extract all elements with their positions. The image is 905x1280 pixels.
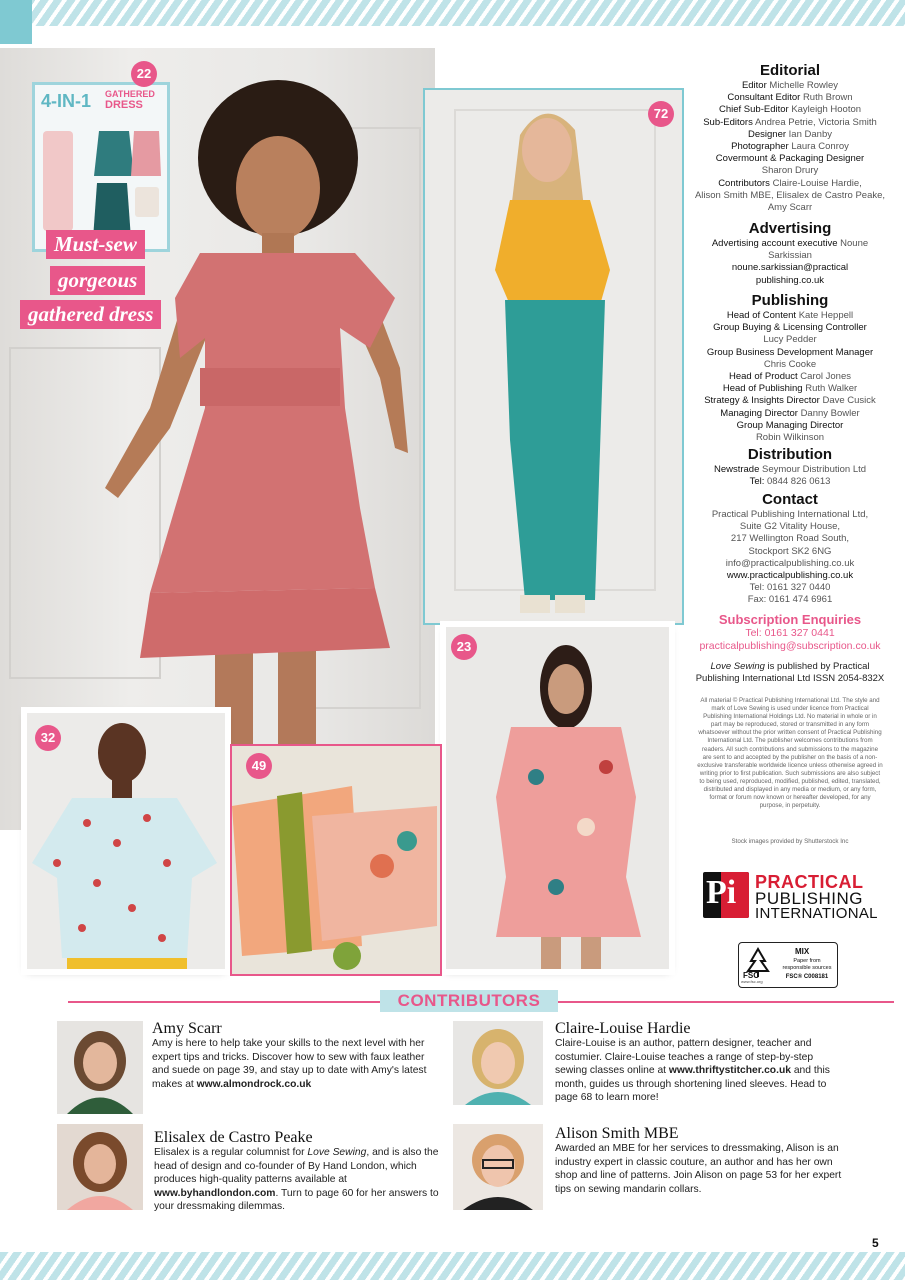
credit-role: Newstrade: [713, 464, 760, 475]
credit-row: [690, 178, 890, 190]
credit-row: [690, 153, 890, 165]
advertising-heading: Advertising: [748, 220, 832, 237]
fsc-label: FSC: [743, 971, 759, 980]
subscription-email[interactable]: practicalpublishing@subscription.co.uk: [699, 640, 881, 652]
bio-text: Amy is here to help take your skills to the next level with her expert tips and tricks. Discover how to sew with faux leather and suede on page 39, and stay up to date with Amy's latest makes at: [152, 1038, 427, 1090]
credit-row: [690, 395, 890, 407]
elisalex-website-link[interactable]: www.byhandlondon.com: [154, 1187, 276, 1199]
credit-row: [690, 92, 890, 104]
bio-text: , and is also the head of design and co-founder of By Hand London, which produces high-quality patterns available at: [154, 1147, 439, 1185]
stock-credit: Stock images provided by Shutterstock Inc: [731, 838, 849, 845]
headshot-amy-scarr: [57, 1021, 143, 1114]
contributor-name-alison-smith: Alison Smith MBE: [555, 1125, 679, 1142]
contributor-bio-elisalex: [154, 1146, 442, 1214]
fsc-mix: MIX: [795, 947, 810, 956]
credit-row: [690, 371, 890, 383]
subscription-tel: Tel: 0161 327 0441: [745, 627, 835, 639]
polka-top-model-illustration: [27, 713, 225, 969]
bio-text-pre: Elisalex is a regular columnist for: [154, 1147, 308, 1158]
photo-cushions: [230, 744, 442, 976]
photo-yellow-top-model: [423, 88, 684, 625]
credit-role: Designer: [748, 128, 787, 140]
contact-line: Practical Publishing International Ltd,: [711, 509, 869, 520]
fsc-logo: [738, 942, 838, 988]
credit-role: Covermount & Packaging Designer: [715, 153, 865, 165]
page-badge-22: 22: [131, 61, 157, 87]
distribution-section: [690, 446, 890, 488]
credit-role: Chief Sub-Editor: [718, 104, 789, 116]
contact-line: 217 Wellington Road South,: [730, 533, 850, 545]
contributor-name-amy-scarr: Amy Scarr: [152, 1020, 222, 1037]
credit-role: Group Business Development Manager: [706, 346, 874, 358]
published-note-text: is published by Practical Publishing International Ltd ISSN 2054-832X: [695, 661, 885, 685]
credit-name: Carol Jones: [800, 371, 851, 383]
credit-name: Claire-Louise Hardie,: [772, 177, 862, 189]
fsc-code: FSC® C008181: [785, 974, 829, 980]
credit-role: Head of Product: [729, 371, 798, 383]
contact-line[interactable]: www.practicalpublishing.co.uk: [726, 570, 854, 582]
contributors-rule-right: [558, 1001, 894, 1003]
contributor-bio-claire-louise-hardie: [555, 1037, 845, 1105]
advertising-section: [690, 220, 890, 287]
credit-role: Managing Director: [720, 407, 798, 419]
yellow-top-model-illustration: [425, 90, 682, 623]
credit-role: Strategy & Insights Director: [704, 395, 820, 407]
bottom-stripe-decoration: [0, 1252, 905, 1280]
bio-text: Claire-Louise is an author, pattern designer, teacher and costumier. Claire-Louise teaches a range of step-by-step sewing classes online at: [555, 1038, 814, 1076]
cover-title-line2: GATHERED: [105, 89, 155, 99]
credit-row: [690, 129, 890, 141]
bio-text-after: . Turn to page 60 for her answers to your dressmaking dilemmas.: [154, 1187, 439, 1212]
credit-name: 0844 826 0613: [767, 476, 831, 488]
credit-role: Tel:: [749, 476, 765, 488]
headshot-claire-louise-hardie: [453, 1021, 543, 1105]
credit-name: Laura Conroy: [791, 141, 849, 153]
contributor-bio-alison-smith: [555, 1142, 845, 1196]
credit-row: [690, 117, 890, 129]
credit-row: [690, 383, 890, 395]
page-badge-32: 32: [35, 725, 61, 751]
logo-line3: INTERNATIONAL: [755, 905, 878, 922]
distribution-credits: [690, 464, 890, 488]
credit-row: [690, 262, 890, 274]
credit-row: [690, 80, 890, 92]
credit-name: Dave Cusick: [822, 395, 876, 407]
pi-mark-text: Pi: [706, 874, 737, 911]
credit-role: Head of Content: [726, 310, 797, 321]
contact-line: Stockport SK2 6NG: [748, 545, 832, 557]
credit-name: Michelle Rowley: [769, 80, 839, 91]
credit-row: [690, 104, 890, 116]
cover-title-line3: DRESS: [105, 99, 143, 111]
credit-name: Alison Smith MBE, Elisalex de Castro Peake,: [694, 189, 886, 201]
credit-name: Ruth Brown: [802, 92, 853, 104]
contact-line: Fax: 0161 474 6961: [747, 594, 833, 606]
editorial-heading: Editorial: [759, 62, 820, 79]
claire-website-link[interactable]: www.thriftystitcher.co.uk: [668, 1065, 791, 1076]
credit-row: [690, 202, 890, 214]
credit-name: Noune Sarkissian: [768, 238, 869, 262]
credit-role: Contributors: [718, 177, 770, 189]
credit-row: [690, 347, 890, 359]
credit-role: Editor: [741, 80, 767, 91]
cover-banner-line3: gathered dress: [20, 300, 161, 329]
publishing-heading: Publishing: [751, 292, 829, 309]
credit-row: [690, 359, 890, 371]
publishing-section: [690, 292, 890, 444]
photo-polka-top-model: [27, 713, 225, 969]
practical-publishing-logo: [703, 872, 878, 922]
credit-row: [690, 420, 890, 432]
credit-row: [690, 141, 890, 153]
subscription-heading: Subscription Enquiries: [718, 612, 862, 627]
credit-role: Photographer: [731, 141, 789, 153]
contributor-name-claire-louise-hardie: Claire-Louise Hardie: [555, 1020, 691, 1037]
credit-name: Ruth Walker: [805, 383, 858, 395]
cover-banner-line1: Must-sew: [46, 230, 145, 259]
contributor-bio-amy-scarr: [152, 1037, 440, 1091]
published-note: [690, 661, 890, 685]
photo-floral-dress-model: [446, 627, 669, 969]
credit-name: Kayleigh Hooton: [791, 104, 862, 116]
credit-role: Head of Publishing: [722, 383, 803, 395]
contact-line: Tel: 0161 327 0440: [749, 582, 831, 594]
contact-line: Suite G2 Vitality House,: [739, 521, 841, 533]
contact-details: [690, 509, 890, 607]
fsc-line2: responsible sources: [782, 965, 832, 971]
page-badge-49: 49: [246, 753, 272, 779]
credit-row: [690, 476, 890, 488]
credit-row: [690, 334, 890, 346]
editorial-section: [690, 62, 890, 214]
credit-row: [690, 238, 890, 262]
logo-line1: PRACTICAL: [755, 872, 864, 892]
headshot-elisalex-de-castro-peake: [57, 1124, 143, 1210]
contributor-name-elisalex: Elisalex de Castro Peake: [154, 1129, 313, 1146]
credit-row: [690, 165, 890, 177]
credit-role: noune.sarkissian@practical: [731, 262, 849, 274]
corner-tab: [0, 0, 32, 44]
credit-role: Group Managing Director: [736, 419, 844, 431]
credit-row: [690, 408, 890, 420]
credit-row: [690, 310, 890, 322]
page-number: 5: [872, 1236, 879, 1250]
distribution-heading: Distribution: [747, 446, 833, 463]
credit-role: publishing.co.uk: [755, 274, 825, 286]
credit-row: [690, 322, 890, 334]
bio-magazine-name: Love Sewing: [307, 1147, 367, 1158]
credit-row: [690, 464, 890, 476]
cover-pattern-illustrations: [39, 121, 163, 243]
magazine-cover-thumbnail: [32, 82, 170, 252]
credit-row: [690, 275, 890, 287]
credit-name: Sharon Drury: [761, 165, 819, 177]
editorial-credits: [690, 80, 890, 214]
credit-name: Andrea Petrie, Victoria Smith: [754, 116, 877, 128]
credit-name: Lucy Pedder: [763, 334, 817, 346]
credit-role: Sub-Editors: [703, 116, 753, 128]
pi-mark-icon: [703, 872, 749, 918]
page-badge-23: 23: [451, 634, 477, 660]
credit-name: Seymour Distribution Ltd: [762, 464, 867, 475]
advertising-credits: [690, 238, 890, 287]
logo-line2: PUBLISHING: [755, 889, 863, 908]
bio-text: Awarded an MBE for her services to dressmaking, Alison is an industry expert in classic couture, an author and has her own shop and line of patterns. Join Alison on page 53 for her expert tips on sewing mandarin collars.: [555, 1143, 842, 1195]
credit-role: Group Buying & Licensing Controller: [713, 322, 867, 334]
magazine-name: Love Sewing: [710, 661, 765, 672]
fsc-line1: Paper from: [793, 958, 821, 964]
credit-name: Kate Heppell: [798, 310, 854, 321]
credit-role: Advertising account executive: [711, 238, 838, 249]
floral-dress-model-illustration: [446, 627, 669, 969]
cushions-illustration: [232, 746, 440, 974]
contributors-heading: CONTRIBUTORS: [380, 990, 558, 1012]
credit-name: Robin Wilkinson: [755, 432, 825, 444]
contact-heading: Contact: [762, 491, 818, 508]
cover-banner-line2: gorgeous: [50, 266, 145, 295]
credit-row: [690, 190, 890, 202]
subscription-section: [690, 612, 890, 653]
contributors-rule-left: [68, 1001, 380, 1003]
cover-title-line1: 4-IN-1: [41, 91, 92, 111]
credit-name: Amy Scarr: [767, 202, 813, 214]
credit-name: Danny Bowler: [800, 407, 860, 419]
credit-role: Consultant Editor: [727, 92, 801, 104]
bio-text-after: and this month, guides us through shortening lined sleeves. Head to page 68 to learn more!: [555, 1065, 830, 1103]
legal-text: All material © Practical Publishing International Ltd. The style and mark of Love Sewing is used under licence from Practical Publishing International Holdings Ltd. No material in whole or in part may be reproduced, stored or transmitted in any form whatsoever without the prior written consent of Practical Publishing International Ltd. The publisher welcomes contributions from readers. All such contributions and submissions to the magazine are sent to and accepted by the publisher on the basis of a non-exclusive transferable worldwide licence unless otherwise agreed in writing prior to first publication. Such submissions are also subject to being used, reproduced, modified, published, edited, translated, distributed and displayed in any media or medium, or any form, format or forum now known or hereafter developed, for any purpose, in perpetuity.: [697, 697, 883, 810]
contact-line[interactable]: info@practicalpublishing.co.uk: [725, 557, 855, 569]
amy-website-link[interactable]: www.almondrock.co.uk: [196, 1078, 312, 1090]
credit-row: [690, 432, 890, 444]
publishing-credits: [690, 310, 890, 444]
credit-name: Chris Cooke: [763, 358, 817, 370]
page-badge-72: 72: [648, 101, 674, 127]
contact-section: [690, 491, 890, 607]
headshot-alison-smith: [453, 1124, 543, 1210]
credit-name: Ian Danby: [788, 128, 832, 140]
fsc-url: www.fsc.org: [741, 979, 763, 984]
top-stripe-decoration: [0, 0, 905, 26]
